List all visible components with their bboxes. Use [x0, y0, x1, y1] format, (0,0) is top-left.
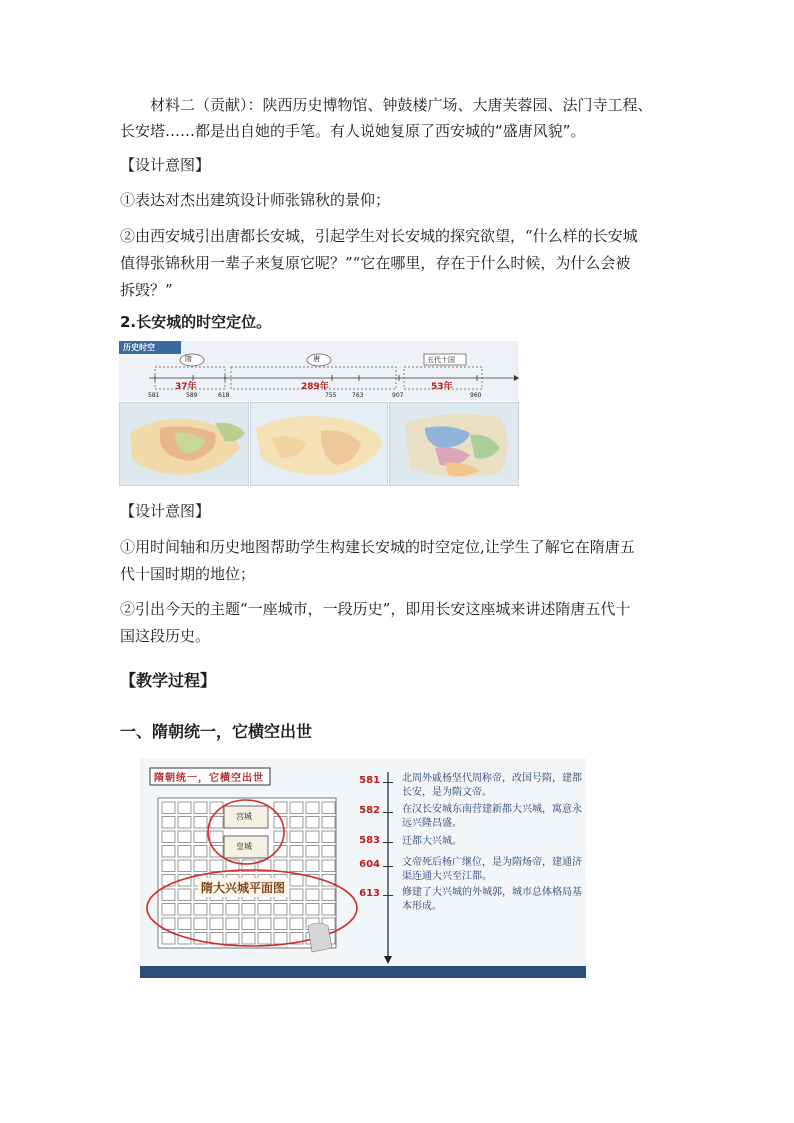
material-two-line2: 长安塔……都是出自她的手笔。有人说她复原了西安城的“盛唐风貌”。 [120, 122, 586, 140]
teaching-process-heading: 【教学过程】 [120, 671, 217, 690]
event-year: 582 [359, 805, 380, 816]
section-one-title: 一、隋朝统一，它横空出世 [120, 722, 313, 741]
event-tick [383, 812, 393, 813]
year-label: 907 [392, 392, 404, 399]
sui-map-image [119, 402, 249, 486]
design-intent-heading: 【设计意图】 [120, 156, 211, 174]
section-2-title: 2.长安城的时空定位。 [120, 313, 272, 331]
period-name: 五代十国 [427, 356, 455, 364]
period-name: 唐 [313, 355, 320, 363]
year-label: 755 [325, 392, 337, 399]
event-tick [383, 782, 393, 783]
event-tick [383, 842, 393, 843]
event-text: 修建了大兴城的外城郭，城市总体格局基本形成。 [402, 887, 582, 912]
event-tick [383, 895, 393, 896]
event-tick [383, 866, 393, 867]
event-text: 北周外戚杨坚代周称帝，改国号隋，建都长安，是为隋文帝。 [402, 773, 582, 798]
palace-city-label: 宫城 [236, 812, 252, 821]
material-two-line1: 材料二（贡献）：陕西历史博物馆、钟鼓楼广场、大唐芙蓉园、法门寺工程、 [150, 96, 653, 114]
event-year: 583 [359, 835, 380, 846]
design-intent-item: 拆毁？” [120, 281, 173, 299]
timeline-panel [119, 341, 519, 401]
year-label: 960 [470, 392, 482, 399]
design-intent-item: ①用时间轴和历史地图帮助学生构建长安城的时空定位,让学生了解它在隋唐五 [120, 538, 635, 556]
event-year: 613 [359, 888, 380, 899]
event-text: 在汉长安城东南营建新都大兴城，寓意永远兴隆昌盛。 [402, 804, 582, 829]
figure-footer-bar [140, 966, 586, 978]
historical-maps [119, 402, 519, 486]
period-name: 隋 [185, 355, 192, 363]
design-intent-item: 值得张锦秋用一辈子来复原它呢？”“它在哪里，存在于什么时候，为什么会被 [120, 254, 631, 272]
period-duration: 37年 [175, 382, 197, 392]
design-intent-item: 国这段历史。 [120, 627, 211, 645]
tang-map-image [250, 402, 388, 486]
timeline-header: 历史时空 [123, 343, 155, 352]
design-intent-item: ②由西安城引出唐都长安城，引起学生对长安城的探究欲望，“什么样的长安城 [120, 227, 638, 245]
period-duration: 289年 [301, 382, 329, 392]
design-intent-item: 代十国时期的地位； [120, 565, 256, 583]
five-dynasties-map-image [389, 402, 519, 486]
imperial-city-label: 皇城 [236, 842, 252, 851]
event-text: 文帝死后杨广继位，是为隋炀帝，建通济渠连通大兴至江都。 [402, 857, 582, 882]
event-year: 604 [359, 859, 380, 870]
design-intent-heading: 【设计意图】 [120, 502, 211, 520]
design-intent-item: ②引出今天的主题“一座城市，一段历史”，即用长安这座城来讲述隋唐五代十 [120, 600, 631, 618]
year-label: 581 [148, 392, 160, 399]
sui-daxing-figure [140, 758, 586, 978]
history-timeline-figure [119, 341, 519, 486]
year-label: 589 [186, 392, 198, 399]
event-year: 581 [359, 775, 380, 786]
period-duration: 53年 [431, 382, 453, 392]
year-label: 618 [218, 392, 230, 399]
year-label: 763 [352, 392, 364, 399]
event-text: 迁都大兴城。 [402, 836, 462, 847]
banner-title: 隋朝统一，它横空出世 [154, 773, 264, 784]
city-plan-label: 隋大兴城平面图 [198, 878, 288, 897]
design-intent-item: ①表达对杰出建筑设计师张锦秋的景仰； [120, 191, 391, 209]
